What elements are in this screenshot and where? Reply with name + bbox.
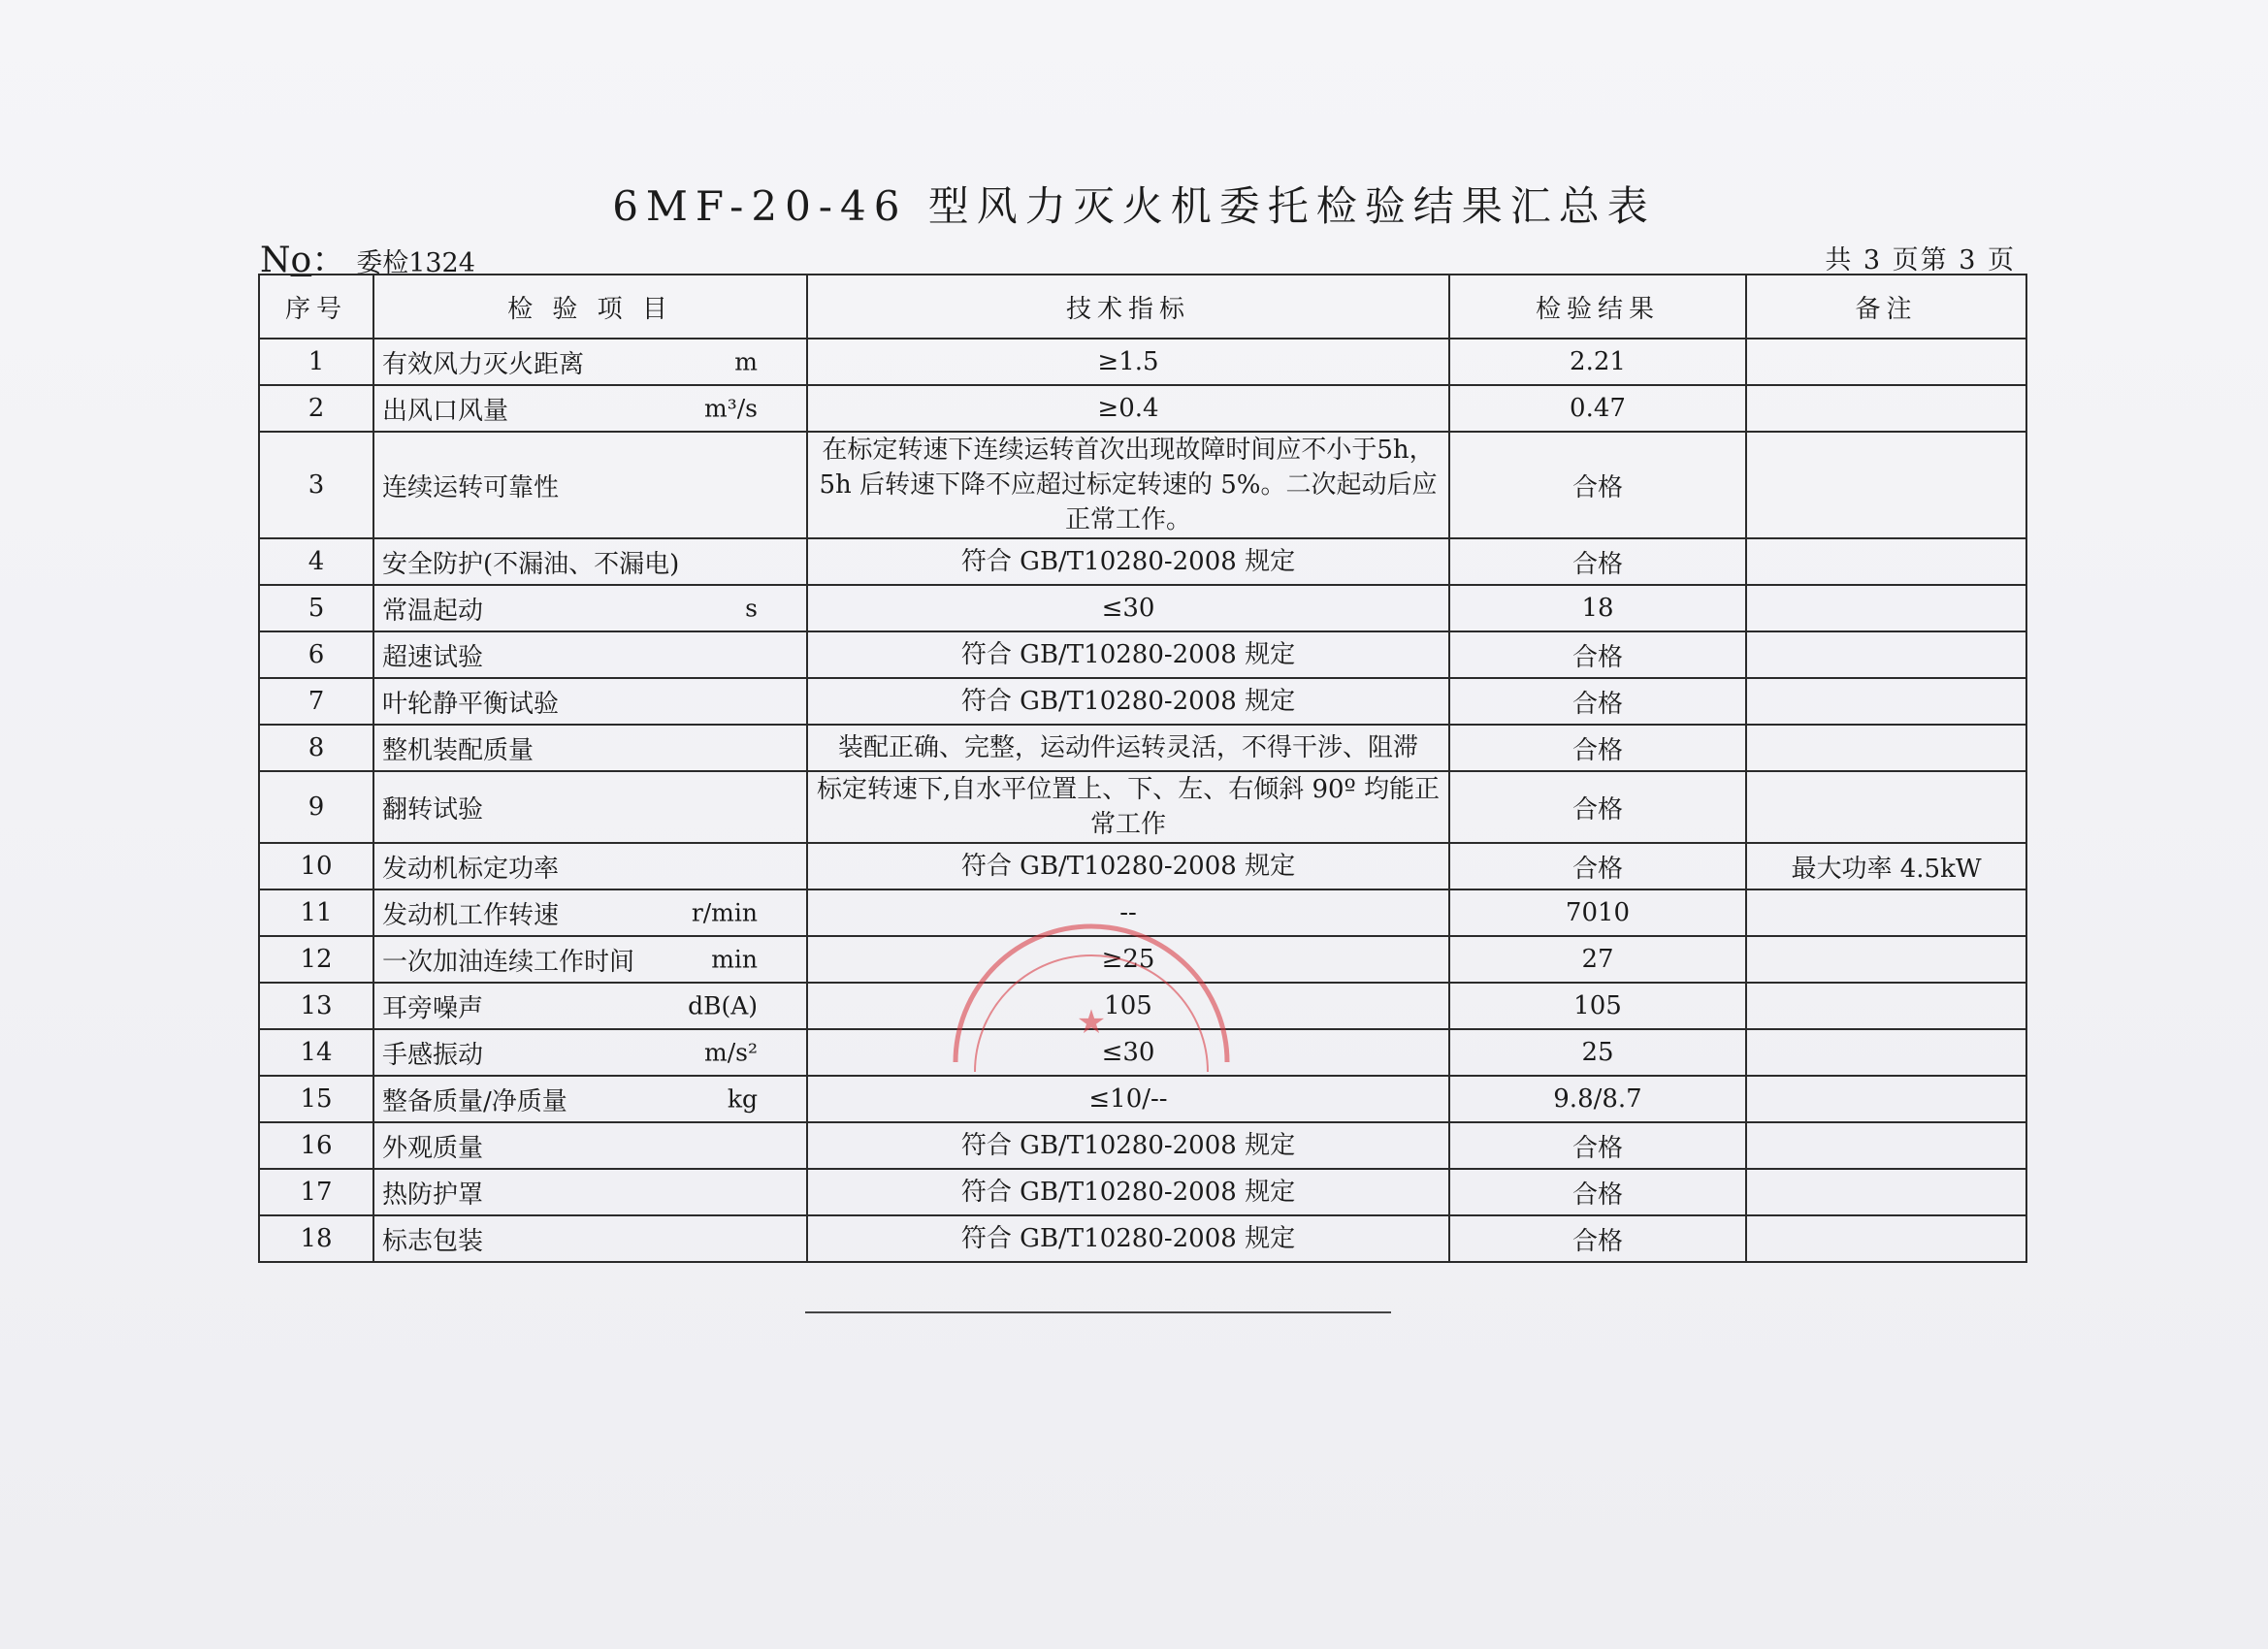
cell-seq: 11	[259, 889, 373, 936]
cell-result: 0.47	[1449, 385, 1746, 432]
table-row	[259, 983, 2026, 1029]
cell-result: 7010	[1449, 889, 1746, 936]
item-name: 耳旁噪声	[382, 993, 484, 1023]
header-result: 检验结果	[1449, 275, 1746, 339]
item-name: 安全防护(不漏油、不漏电)	[382, 549, 680, 579]
cell-item	[373, 843, 807, 889]
item-name: 整机装配质量	[382, 735, 535, 765]
cell-seq: 6	[259, 631, 373, 678]
cell-spec: ≥25	[807, 936, 1449, 983]
cell-result: 合格	[1449, 631, 1746, 678]
item-name: 标志包装	[382, 1226, 484, 1256]
cell-note	[1746, 1215, 2026, 1262]
item-name: 发动机工作转速	[382, 900, 560, 930]
item-name: 手感振动	[382, 1040, 484, 1070]
cell-note	[1746, 983, 2026, 1029]
item-unit: m/s²	[704, 1038, 758, 1067]
cell-note	[1746, 725, 2026, 771]
cell-item	[373, 585, 807, 631]
cell-spec: ≥0.4	[807, 385, 1449, 432]
cell-spec: ≤30	[807, 1029, 1449, 1076]
table-row	[259, 385, 2026, 432]
cell-spec: --	[807, 889, 1449, 936]
item-unit: m³/s	[704, 394, 758, 423]
cell-seq: 13	[259, 983, 373, 1029]
cell-note	[1746, 631, 2026, 678]
header-note: 备注	[1746, 275, 2026, 339]
cell-spec: 装配正确、完整，运动件运转灵活，不得干涉、阻滞	[807, 725, 1449, 771]
item-name: 超速试验	[382, 642, 484, 672]
table-row	[259, 725, 2026, 771]
table-row	[259, 339, 2026, 385]
cell-spec: ≤10/--	[807, 1076, 1449, 1122]
cell-result: 25	[1449, 1029, 1746, 1076]
cell-result: 合格	[1449, 1215, 1746, 1262]
item-unit: min	[711, 945, 758, 974]
header-item: 检 验 项 目	[373, 275, 807, 339]
cell-note	[1746, 771, 2026, 843]
cell-note	[1746, 936, 2026, 983]
table-row	[259, 889, 2026, 936]
number-label: No：	[260, 241, 347, 280]
cell-result: 合格	[1449, 725, 1746, 771]
cell-seq: 1	[259, 339, 373, 385]
item-name: 发动机标定功率	[382, 854, 560, 884]
item-name: 外观质量	[382, 1133, 484, 1163]
table-row	[259, 843, 2026, 889]
cell-result: 105	[1449, 983, 1746, 1029]
table-row	[259, 1215, 2026, 1262]
cell-seq: 12	[259, 936, 373, 983]
cell-item	[373, 936, 807, 983]
cell-result: 18	[1449, 585, 1746, 631]
cell-result: 合格	[1449, 538, 1746, 585]
cell-item	[373, 983, 807, 1029]
cell-item	[373, 1076, 807, 1122]
table-header-row	[259, 275, 2026, 339]
cell-seq: 8	[259, 725, 373, 771]
item-name: 热防护罩	[382, 1180, 484, 1210]
cell-result: 合格	[1449, 432, 1746, 538]
cell-item	[373, 1169, 807, 1215]
cell-item	[373, 432, 807, 538]
cell-note	[1746, 385, 2026, 432]
cell-seq: 17	[259, 1169, 373, 1215]
item-name: 常温起动	[382, 596, 484, 626]
cell-note	[1746, 1029, 2026, 1076]
cell-spec: 符合 GB/T10280-2008 规定	[807, 631, 1449, 678]
cell-seq: 9	[259, 771, 373, 843]
cell-result: 27	[1449, 936, 1746, 983]
item-name: 有效风力灭火距离	[382, 349, 585, 379]
cell-spec: 标定转速下,自水平位置上、下、左、右倾斜 90º 均能正常工作	[807, 771, 1449, 843]
page-title: 6MF-20-46 型风力灭火机委托检验结果汇总表	[612, 182, 1656, 230]
cell-spec: 符合 GB/T10280-2008 规定	[807, 678, 1449, 725]
number-value: 委检1324	[356, 248, 475, 278]
table-row	[259, 1029, 2026, 1076]
cell-item	[373, 631, 807, 678]
table-row	[259, 432, 2026, 538]
header-spec: 技术指标	[807, 275, 1449, 339]
cell-seq: 3	[259, 432, 373, 538]
cell-item	[373, 678, 807, 725]
item-name: 连续运转可靠性	[382, 472, 560, 502]
cell-seq: 5	[259, 585, 373, 631]
cell-note	[1746, 585, 2026, 631]
cell-item	[373, 538, 807, 585]
cell-spec: ≤30	[807, 585, 1449, 631]
cell-result: 2.21	[1449, 339, 1746, 385]
table-row	[259, 538, 2026, 585]
item-name: 出风口风量	[382, 396, 509, 426]
cell-note	[1746, 538, 2026, 585]
cell-result: 合格	[1449, 843, 1746, 889]
cell-seq: 18	[259, 1215, 373, 1262]
cell-seq: 2	[259, 385, 373, 432]
cell-spec: 105	[807, 983, 1449, 1029]
cell-item	[373, 771, 807, 843]
cell-result: 合格	[1449, 771, 1746, 843]
cell-spec: ≥1.5	[807, 339, 1449, 385]
table-row	[259, 1122, 2026, 1169]
cell-spec: 符合 GB/T10280-2008 规定	[807, 538, 1449, 585]
cell-seq: 15	[259, 1076, 373, 1122]
results-table	[258, 274, 2027, 1263]
cell-seq: 10	[259, 843, 373, 889]
cell-note	[1746, 432, 2026, 538]
cell-spec: 符合 GB/T10280-2008 规定	[807, 843, 1449, 889]
footer-rule	[805, 1311, 1391, 1313]
table-row	[259, 631, 2026, 678]
item-unit: dB(A)	[688, 991, 758, 1020]
table-row	[259, 1169, 2026, 1215]
cell-result: 合格	[1449, 1122, 1746, 1169]
cell-item	[373, 1215, 807, 1262]
item-name: 翻转试验	[382, 794, 484, 824]
item-name: 整备质量/净质量	[382, 1086, 567, 1116]
table-row	[259, 936, 2026, 983]
cell-note	[1746, 678, 2026, 725]
table-row	[259, 771, 2026, 843]
cell-result: 9.8/8.7	[1449, 1076, 1746, 1122]
item-unit: m	[734, 347, 758, 376]
cell-item	[373, 889, 807, 936]
header-seq: 序号	[259, 275, 373, 339]
item-name: 叶轮静平衡试验	[382, 689, 560, 719]
item-unit: s	[745, 594, 758, 623]
cell-item	[373, 1029, 807, 1076]
cell-result: 合格	[1449, 678, 1746, 725]
cell-spec: 符合 GB/T10280-2008 规定	[807, 1122, 1449, 1169]
item-unit: r/min	[691, 898, 758, 927]
table-row	[259, 678, 2026, 725]
table-row	[259, 585, 2026, 631]
table-row	[259, 1076, 2026, 1122]
cell-seq: 4	[259, 538, 373, 585]
cell-item	[373, 339, 807, 385]
item-unit: kg	[727, 1084, 758, 1114]
cell-item	[373, 725, 807, 771]
cell-seq: 16	[259, 1122, 373, 1169]
cell-note	[1746, 1169, 2026, 1215]
item-name: 一次加油连续工作时间	[382, 947, 635, 977]
cell-note	[1746, 1076, 2026, 1122]
cell-spec: 符合 GB/T10280-2008 规定	[807, 1215, 1449, 1262]
cell-note	[1746, 1122, 2026, 1169]
cell-item	[373, 1122, 807, 1169]
cell-seq: 7	[259, 678, 373, 725]
cell-spec: 在标定转速下连续运转首次出现故障时间应不小于5h，5h 后转速下降不应超过标定转速的 5%。二次起动后应正常工作。	[807, 432, 1449, 538]
cell-note	[1746, 339, 2026, 385]
svg-text:★: ★	[1076, 1003, 1107, 1042]
cell-item	[373, 385, 807, 432]
cell-note	[1746, 889, 2026, 936]
page-count: 共 3 页第 3 页	[1825, 245, 2016, 275]
cell-seq: 14	[259, 1029, 373, 1076]
cell-note: 最大功率 4.5kW	[1746, 843, 2026, 889]
cell-result: 合格	[1449, 1169, 1746, 1215]
cell-spec: 符合 GB/T10280-2008 规定	[807, 1169, 1449, 1215]
